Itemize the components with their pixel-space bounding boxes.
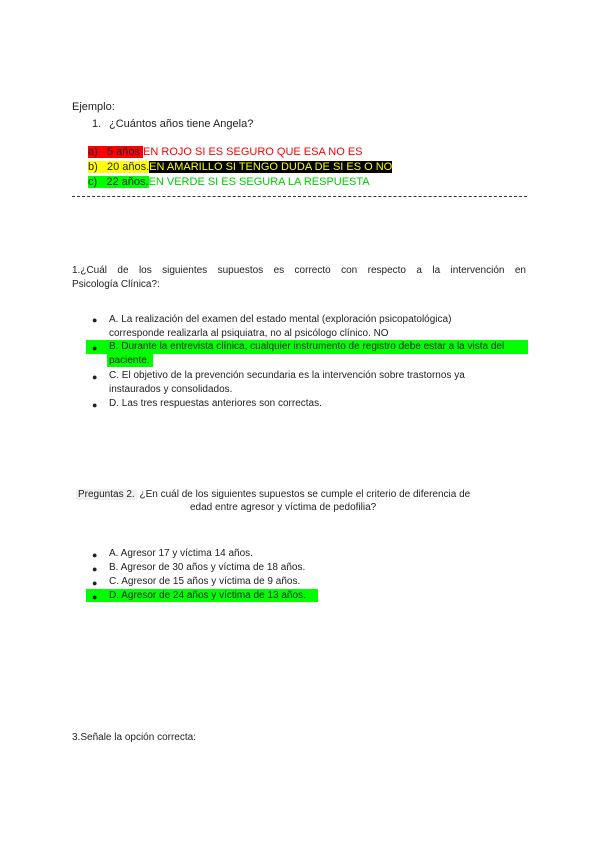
- q2-text-line2: edad entre agresor y víctima de pedofilia?: [190, 502, 377, 513]
- bullet-icon: ●: [92, 564, 98, 574]
- q1-option-a-line1: A. La realización del examen del estado mental (exploración psicopatológica): [109, 314, 452, 325]
- q2-option-b: B. Agresor de 30 años y víctima de 18 años.: [109, 562, 306, 573]
- bullet-icon: ●: [92, 343, 98, 353]
- q3-text: 3.Señale la opción correcta:: [72, 732, 196, 743]
- example-option-b: [88, 161, 392, 173]
- option-letter: a): [88, 146, 98, 158]
- option-value: 5 años.: [106, 146, 144, 158]
- q1-option-b-line1: B. Durante la entrevista clínica, cualquier instrumento de registro debe estar a la vista del: [109, 341, 505, 352]
- q1-option-c-line2: instaurados y consolidados.: [109, 384, 233, 395]
- example-question: ¿Cuántos años tiene Angela?: [109, 118, 254, 130]
- bullet-icon: ●: [92, 592, 98, 602]
- option-letter: b): [88, 161, 98, 173]
- option-note: EN AMARILLO SI TENGO DUDA DE SI ES O NO: [149, 161, 393, 173]
- bullet-icon: ●: [92, 400, 98, 410]
- q2-text-line1: ¿En cuál de los siguientes supuestos se cumple el criterio de diferencia de: [139, 489, 471, 500]
- q1-option-a-line2: corresponde realizarla al psiquiatra, no al psicólogo clínico. NO: [109, 328, 389, 339]
- q1-option-d: D. Las tres respuestas anteriores son correctas.: [109, 398, 322, 409]
- q2-option-c: C. Agresor de 15 años y víctima de 9 años.: [109, 576, 301, 587]
- q1-option-c-line1: C. El objetivo de la prevención secundaria es la intervención sobre trastornos ya: [109, 370, 465, 381]
- separator-line: [72, 196, 527, 197]
- option-value: 20 años.: [106, 161, 150, 173]
- example-option-a: [88, 146, 363, 158]
- example-heading: Ejemplo:: [72, 101, 115, 113]
- option-note: EN VERDE SI ES SEGURA LA RESPUESTA: [148, 176, 370, 188]
- q2-option-d: D. Agresor de 24 años y víctima de 13 años.: [109, 590, 306, 601]
- bullet-icon: ●: [92, 315, 98, 325]
- q1-option-b-line2: paciente.: [109, 355, 150, 366]
- option-letter: c): [88, 176, 98, 188]
- option-gap: [97, 176, 106, 188]
- bullet-icon: ●: [92, 578, 98, 588]
- bullet-icon: ●: [92, 550, 98, 560]
- option-note: EN ROJO SI ES SEGURO QUE ESA NO ES: [143, 146, 363, 158]
- option-gap: [98, 161, 107, 173]
- q1-text-line2: Psicología Clínica?:: [72, 279, 160, 290]
- example-option-c: [88, 176, 370, 188]
- option-gap: [98, 146, 107, 158]
- q1-text-line1: 1.¿Cuál de los siguientes supuestos es correcto con respecto a la intervención en: [72, 265, 526, 276]
- q2-heading-line1: [76, 489, 470, 500]
- bullet-icon: ●: [92, 372, 98, 382]
- q2-label: Preguntas 2.: [78, 489, 135, 500]
- q2-option-a: A. Agresor 17 y víctima 14 años.: [109, 548, 253, 559]
- example-question-number: 1.: [92, 118, 102, 130]
- option-value: 22 años.: [106, 176, 149, 188]
